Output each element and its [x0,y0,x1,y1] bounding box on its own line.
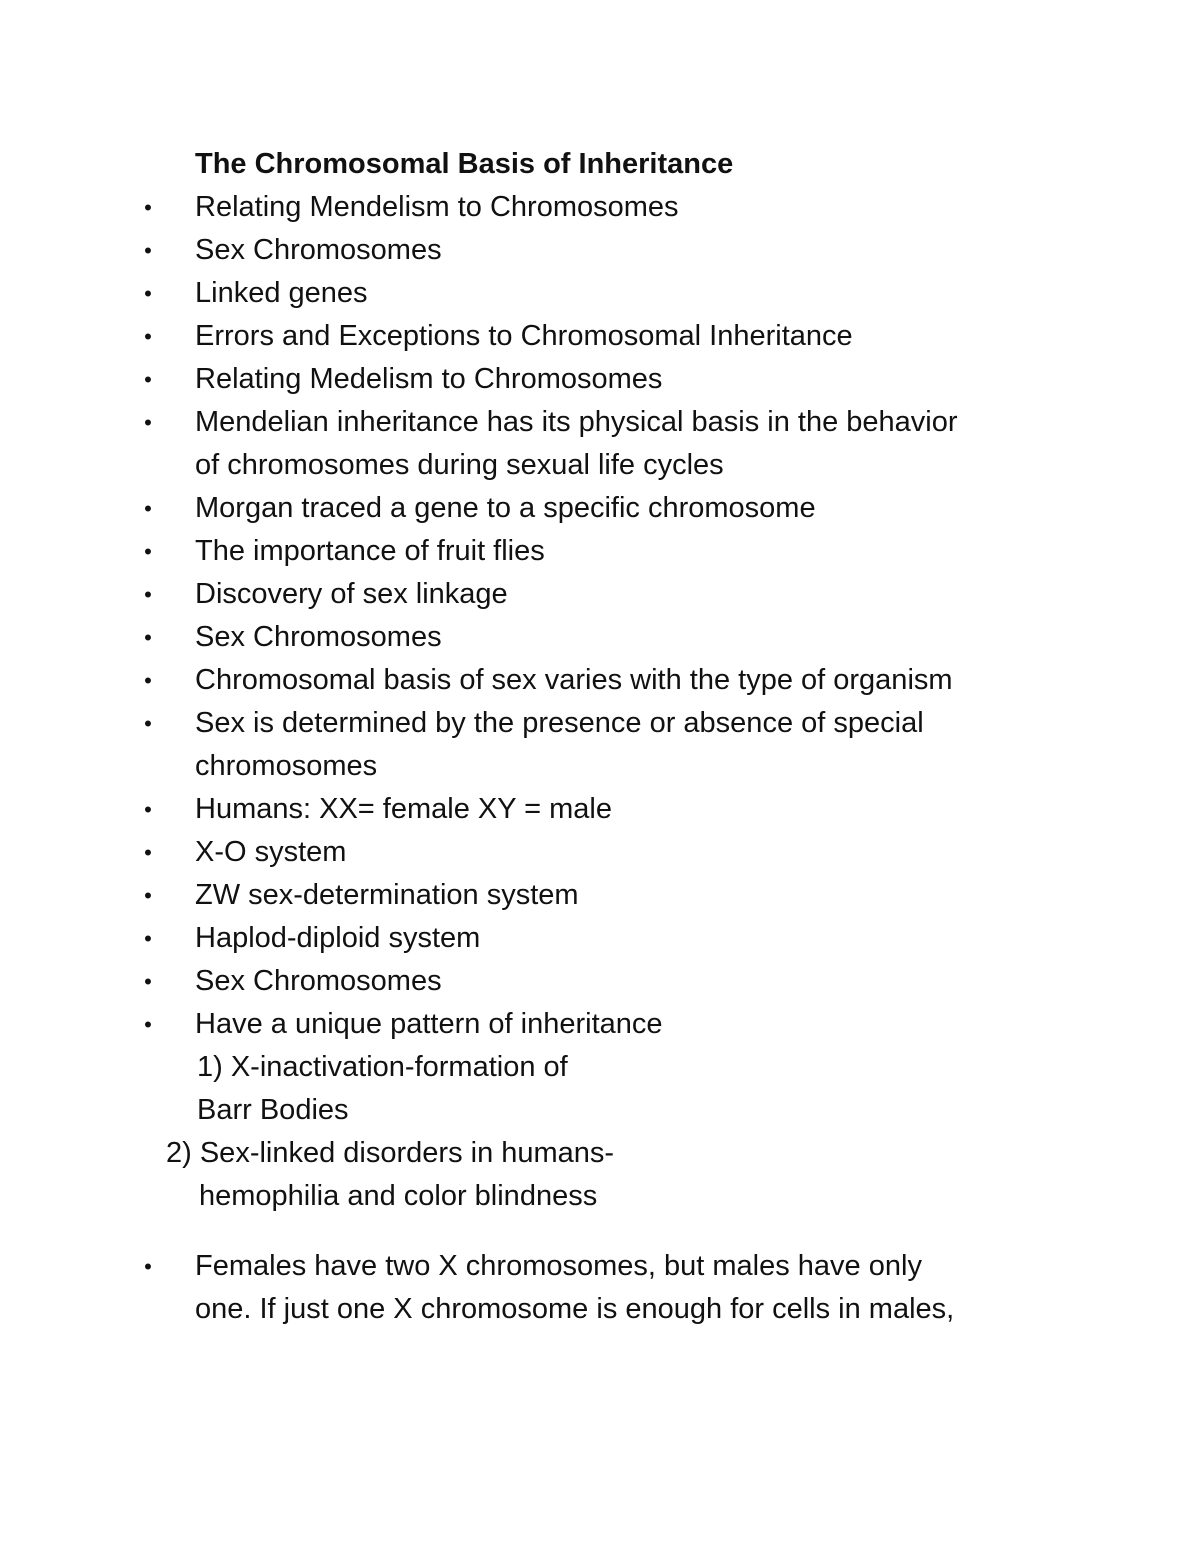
sub-item-text: Barr Bodies [197,1094,349,1126]
list-item [0,530,1200,573]
bullet-icon: • [144,410,152,435]
list-item-text: Mendelian inheritance has its physical basis in the behavior [195,406,958,438]
list-item [0,917,1200,960]
list-item-text: Sex Chromosomes [195,234,442,266]
list-item [0,616,1200,659]
bullet-icon: • [144,926,152,951]
list-item-text: Morgan traced a gene to a specific chromosome [195,492,816,524]
list-item-continuation [0,444,1200,487]
list-item-text: Chromosomal basis of sex varies with the type of organism [195,664,953,696]
list-item [0,960,1200,1003]
bullet-icon: • [144,711,152,736]
sub-item [0,1132,1200,1175]
list-item-text: The importance of fruit flies [195,535,545,567]
list-item-text: Haplod-diploid system [195,922,481,954]
list-item [0,1003,1200,1046]
list-item-text: Sex Chromosomes [195,965,442,997]
list-item-continuation [0,745,1200,788]
bullet-icon: • [144,582,152,607]
list-item [0,487,1200,530]
bullet-icon: • [144,367,152,392]
list-item-text: Females have two X chromosomes, but males have only [195,1250,922,1282]
bullet-icon: • [144,195,152,220]
bullet-icon: • [144,324,152,349]
bullet-icon: • [144,883,152,908]
bullet-icon: • [144,1254,152,1279]
list-item-text: Sex is determined by the presence or absence of special [195,707,924,739]
list-item-text: Linked genes [195,277,368,309]
bullet-icon: • [144,1012,152,1037]
list-item [0,401,1200,444]
bullet-icon: • [144,668,152,693]
list-item [0,702,1200,745]
list-item [0,272,1200,315]
list-item [0,573,1200,616]
sub-item [0,1046,1200,1089]
sub-item-text: 2) Sex-linked disorders in humans- [166,1137,615,1169]
list-item-text: X-O system [195,836,347,868]
bullet-icon: • [144,797,152,822]
sub-item-continuation [0,1175,1200,1218]
sub-item-continuation [0,1089,1200,1132]
list-item [0,229,1200,272]
list-item-continuation [0,1288,1200,1331]
bullet-icon: • [144,238,152,263]
bullet-icon: • [144,539,152,564]
list-item-text: Relating Medelism to Chromosomes [195,363,663,395]
list-item [0,315,1200,358]
bullet-icon: • [144,496,152,521]
bullet-icon: • [144,281,152,306]
bullet-icon: • [144,625,152,650]
list-item [0,358,1200,401]
list-item [0,788,1200,831]
list-item-text: ZW sex-determination system [195,879,579,911]
list-item [0,874,1200,917]
list-item [0,1245,1200,1288]
list-item-text: Discovery of sex linkage [195,578,508,610]
list-item-text: Errors and Exceptions to Chromosomal Inheritance [195,320,853,352]
list-item-text: one. If just one X chromosome is enough for cells in males, [195,1293,955,1325]
list-item-text: of chromosomes during sexual life cycles [195,449,724,481]
sub-item-text: 1) X-inactivation-formation of [197,1051,568,1083]
list-item [0,831,1200,874]
bullet-icon: • [144,969,152,994]
list-item-text: Humans: XX= female XY = male [195,793,612,825]
page-title: The Chromosomal Basis of Inheritance [195,148,734,180]
list-item-text: Have a unique pattern of inheritance [195,1008,663,1040]
list-item [0,186,1200,229]
list-item-text: Relating Mendelism to Chromosomes [195,191,679,223]
bullet-icon: • [144,840,152,865]
list-item-text: Sex Chromosomes [195,621,442,653]
list-item-text: chromosomes [195,750,378,782]
sub-item-text: hemophilia and color blindness [199,1180,598,1212]
list-item [0,659,1200,702]
